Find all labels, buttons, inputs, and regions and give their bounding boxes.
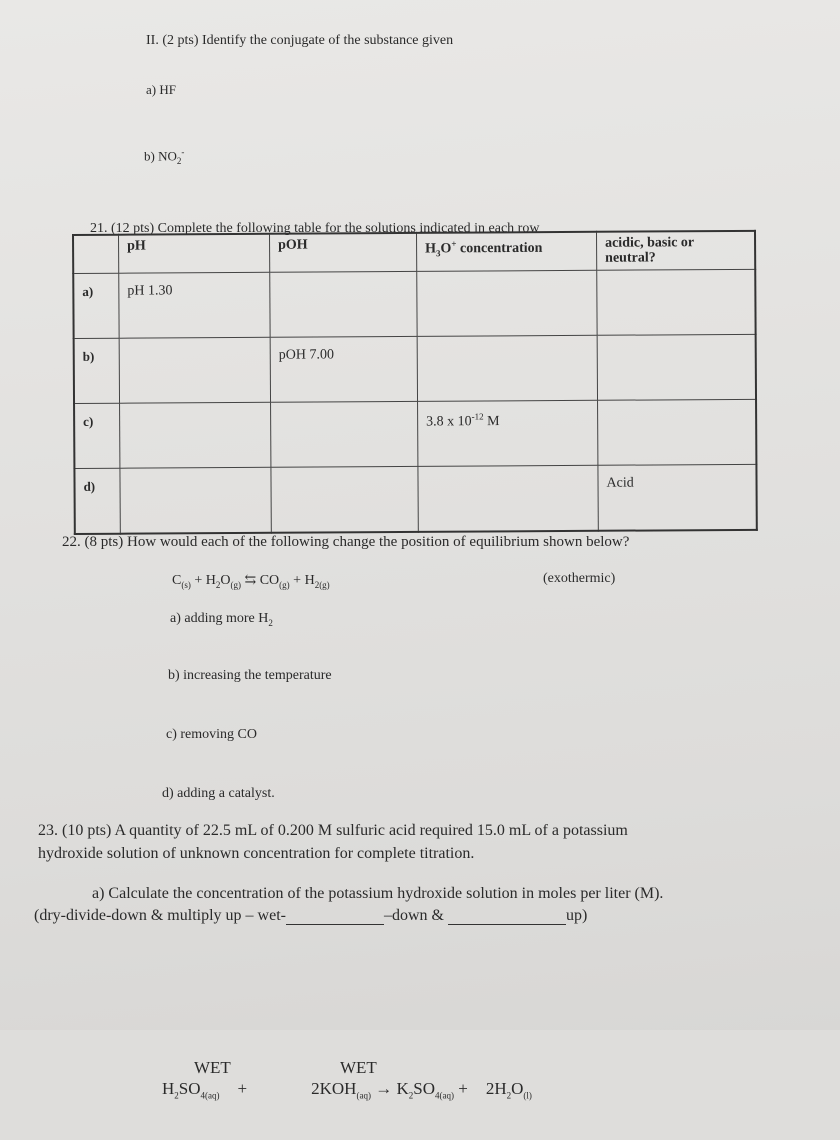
cell-abn [597, 334, 756, 400]
cell-abn [598, 399, 757, 465]
cell-abn: Acid [598, 464, 757, 530]
q20-heading: II. (2 pts) Identify the conjugate of the substance given [146, 33, 454, 48]
wet-blank-2[interactable] [448, 910, 566, 925]
equilibrium-arrow-icon: ⇆ [244, 573, 257, 588]
table-header-row [73, 231, 755, 274]
q22-d: d) adding a catalyst. [162, 786, 275, 801]
q23-a: a) Calculate the concentration of the potassium hydroxide solution in moles per liter (M). [92, 885, 664, 902]
cell-poh [270, 271, 417, 337]
table-row [74, 399, 756, 468]
q20-a: a) HF [146, 82, 176, 97]
header-h3o: $H_3O^+$ concentration [416, 232, 596, 272]
cell-conc [417, 335, 597, 401]
q23-line2: hydroxide solution of unknown concentration for complete titration. [38, 845, 475, 862]
cell-conc [417, 270, 597, 336]
table-row [74, 464, 756, 534]
q22-heading: 22. (8 pts) How would each of the following change the position of equilibrium shown below? [62, 534, 630, 550]
q23-line1: 23. (10 pts) A quantity of 22.5 mL of 0.200 M sulfuric acid required 15.0 mL of a potassium [38, 822, 628, 839]
q21-table [72, 230, 757, 494]
wet-label-2: WET [340, 1058, 377, 1077]
cell-poh [271, 401, 418, 467]
header-acidic-basic-neutral: acidic, basic or neutral? [596, 231, 755, 270]
table-row [73, 269, 755, 338]
row-label: b) [74, 338, 120, 403]
cell-ph [120, 467, 271, 533]
cell-conc [418, 465, 598, 532]
q22-c: c) removing CO [166, 727, 257, 742]
cell-poh [271, 466, 418, 532]
table-row [74, 334, 756, 403]
cell-poh: pOH 7.00 [270, 336, 417, 402]
row-label: d) [74, 468, 120, 534]
q21-heading: 21. (12 pts) Complete the following table for the solutions indicated in each row [90, 221, 540, 236]
reaction-arrow-icon: → [375, 1079, 393, 1098]
row-label: a) [73, 273, 119, 338]
q22-equation: $C_{(s)} + H_2O_{(g)}$ ⇆ $CO_{(g)} + H_{2(g)}$ [172, 573, 330, 590]
header-poh: pOH [270, 233, 417, 272]
wet-blank-1[interactable] [286, 910, 384, 925]
q22-a: a) adding more $H_2$ [170, 611, 273, 628]
q22-exothermic: (exothermic) [543, 571, 616, 586]
cell-conc: 3.8 x $10^{-12}$ M [418, 400, 598, 466]
q23-hint: (dry-divide-down & multiply up – wet- –down & up) [34, 907, 588, 924]
cell-ph [119, 337, 270, 403]
cell-ph: pH 1.30 [119, 272, 270, 338]
q22-b: b) increasing the temperature [168, 668, 332, 683]
row-label: c) [74, 403, 120, 468]
header-corner [73, 235, 119, 274]
header-ph: pH [119, 234, 270, 273]
wet-label-1: WET [194, 1058, 231, 1077]
q20-b: b) $NO_2^-$ [144, 147, 185, 166]
cell-ph [120, 402, 271, 468]
cell-abn [597, 269, 756, 335]
reaction-equation: $H_2SO_{4(aq)} + 2KOH_{(aq)} \to K_2SO_{4(aq)} + 2H_2O_{(l)}$ [162, 1079, 532, 1101]
